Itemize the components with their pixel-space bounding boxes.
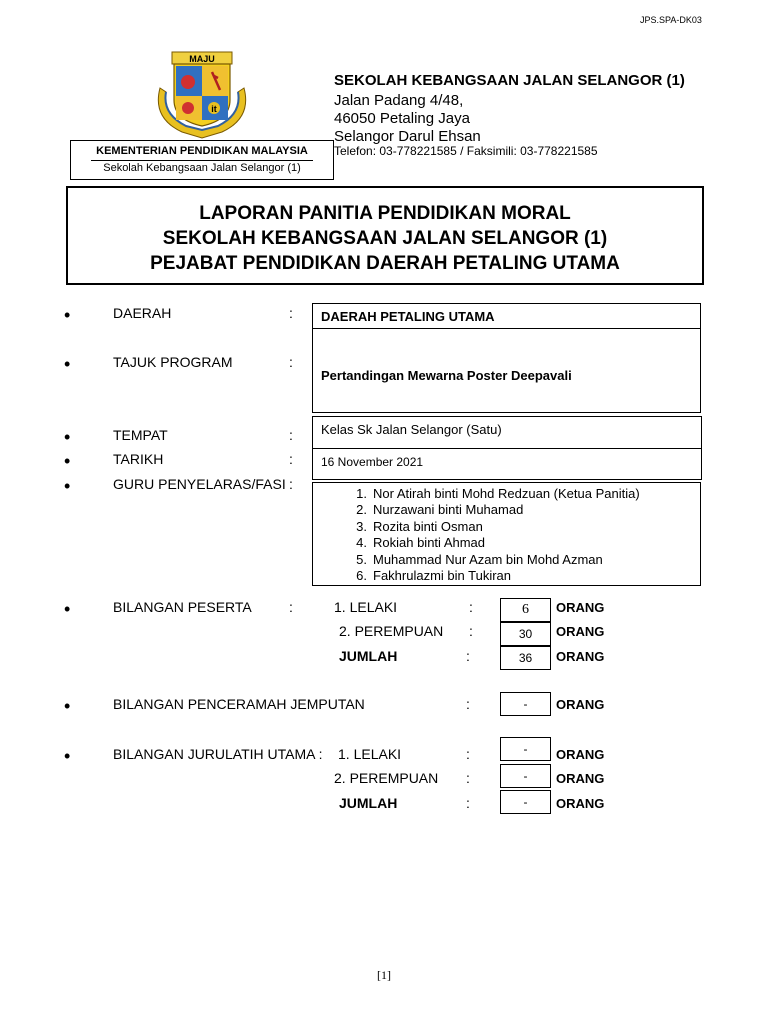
daerah-label: DAERAH [113,305,172,321]
bullet: • [64,696,71,716]
unit-label: ORANG [556,697,605,712]
jurulatih-lelaki-label: 1. LELAKI [338,746,402,762]
bilangan-jurulatih-label: BILANGAN JURULATIH UTAMA : [113,746,323,762]
bullet: • [64,599,71,619]
school-address-line-1: Jalan Padang 4/48, [334,92,464,109]
list-number: 5. [356,552,367,567]
unit-label: ORANG [556,747,605,762]
guru-name: Rozita binti Osman [373,519,483,534]
bullet: • [64,451,71,471]
colon: : [466,770,470,786]
ministry-title: KEMENTERIAN PENDIDIKAN MALAYSIA [96,145,308,157]
tempat-value: Kelas Sk Jalan Selangor (Satu) [321,422,502,437]
colon: : [289,305,293,321]
list-number: 2. [356,502,367,517]
tempat-label: TEMPAT [113,427,168,443]
peserta-lelaki-count: 6 [500,598,551,622]
bullet: • [64,427,71,447]
jurulatih-jumlah-label: JUMLAH [339,795,398,811]
svg-text:it: it [211,104,217,114]
unit-label: ORANG [556,796,605,811]
colon: : [466,696,470,712]
list-number: 3. [356,519,367,534]
bullet: • [64,354,71,374]
divider [91,160,313,161]
report-title-box [66,186,704,285]
colon: : [469,599,473,615]
tajuk-program-field [312,328,701,413]
colon: : [289,427,293,443]
tarikh-field [312,448,702,480]
guru-name: Muhammad Nur Azam bin Mohd Azman [373,552,603,567]
school-address-line-2: 46050 Petaling Jaya [334,110,470,127]
peserta-lelaki-label: 1. LELAKI [334,599,398,615]
ministry-subtitle: Sekolah Kebangsaan Jalan Selangor (1) [103,162,301,174]
guru-name: Nurzawani binti Muhamad [373,502,524,517]
unit-label: ORANG [556,624,605,639]
peserta-jumlah-count: 36 [500,646,551,670]
tempat-field [312,416,702,449]
jurulatih-perempuan-label: 2. PEREMPUAN [334,770,439,786]
ministry-box [70,140,334,180]
tarikh-label: TARIKH [113,451,164,467]
peserta-perempuan-count: 30 [500,622,551,646]
jurulatih-lelaki-count: - [500,737,551,761]
report-title-line-3: PEJABAT PENDIDIKAN DAERAH PETALING UTAMA [150,253,620,274]
report-title-line-1: LAPORAN PANITIA PENDIDIKAN MORAL [199,203,571,224]
daerah-field [312,303,701,329]
bilangan-penceramah-label: BILANGAN PENCERAMAH JEMPUTAN [113,696,365,712]
school-crest-logo [152,48,252,140]
bullet: • [64,305,71,325]
school-address-line-3: Selangor Darul Ehsan [334,128,481,145]
unit-label: ORANG [556,771,605,786]
unit-label: ORANG [556,649,605,664]
colon: : [466,795,470,811]
colon: : [289,354,293,370]
colon: : [466,648,470,664]
list-number: 1. [356,486,367,501]
document-reference: JPS.SPA-DK03 [640,15,702,25]
colon: : [469,623,473,639]
bullet: • [64,746,71,766]
guru-name: Nor Atirah binti Mohd Redzuan (Ketua Panitia) [373,486,640,501]
report-title-line-2: SEKOLAH KEBANGSAAN JALAN SELANGOR (1) [162,228,608,249]
tajuk-program-label: TAJUK PROGRAM [113,354,233,370]
guru-name: Fakhrulazmi bin Tukiran [373,568,511,583]
school-contact: Telefon: 03-778221585 / Faksimili: 03-778221585 [334,144,598,158]
colon: : [289,451,293,467]
colon: : [289,476,293,492]
tarikh-value: 16 November 2021 [321,455,424,469]
bilangan-peserta-label: BILANGAN PESERTA [113,599,252,615]
daerah-value: DAERAH PETALING UTAMA [321,309,495,324]
jurulatih-jumlah-count: - [500,790,551,814]
colon: : [466,746,470,762]
list-number: 4. [356,535,367,550]
guru-name: Rokiah binti Ahmad [373,535,486,550]
peserta-perempuan-label: 2. PEREMPUAN [339,623,444,639]
tajuk-program-value: Pertandingan Mewarna Poster Deepavali [321,368,572,383]
list-number: 6. [356,568,367,583]
peserta-jumlah-label: JUMLAH [339,648,398,664]
penceramah-count: - [500,692,551,716]
page-number: [1] [377,968,391,982]
colon: : [289,599,293,615]
guru-penyelaras-label: GURU PENYELARAS/FASI [113,476,286,492]
school-name: SEKOLAH KEBANGSAAN JALAN SELANGOR (1) [334,72,685,89]
guru-list [312,482,701,586]
svg-text:MAJU: MAJU [189,54,215,64]
jurulatih-perempuan-count: - [500,764,551,788]
unit-label: ORANG [556,600,605,615]
bullet: • [64,476,71,496]
